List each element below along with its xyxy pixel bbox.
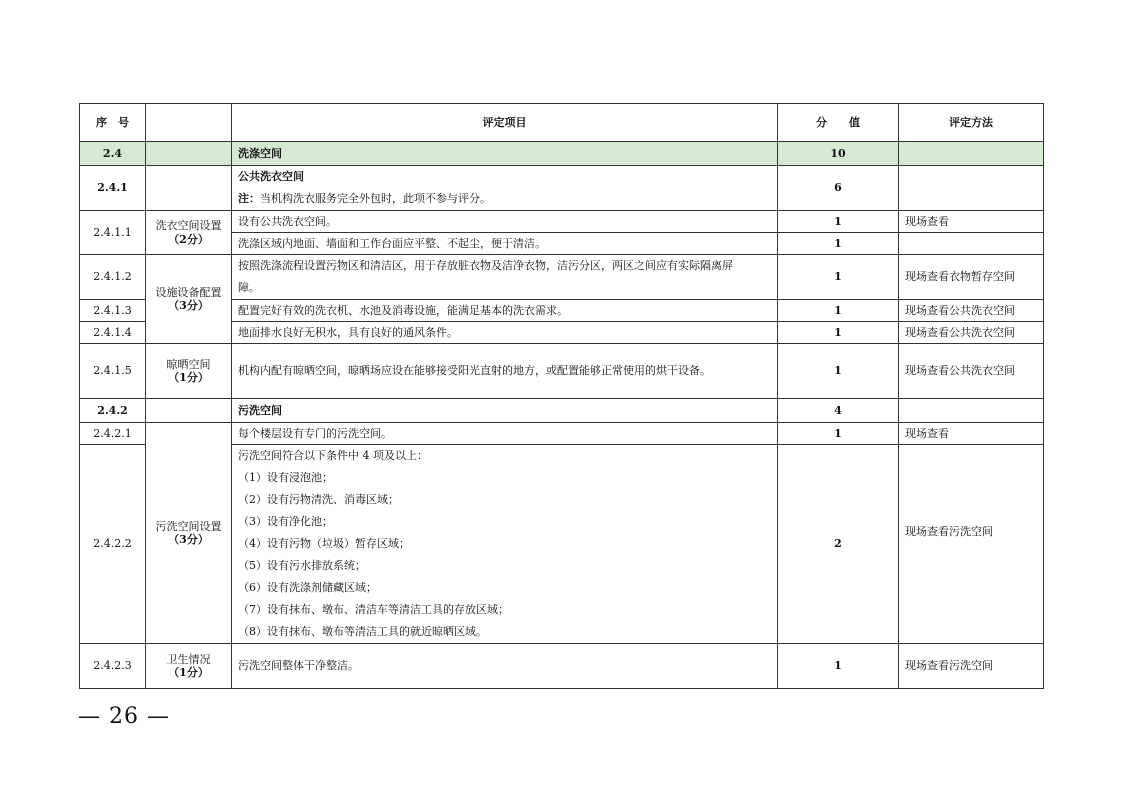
category-cell — [146, 644, 232, 689]
condition-item: （3）设有净化池； — [238, 515, 333, 528]
condition-item: （8）设有抹布、墩布等清洁工具的就近晾晒区域。 — [238, 625, 487, 638]
header-method: 评定方法 — [899, 104, 1044, 142]
section-row-2-4-1 — [80, 166, 1044, 211]
row-item — [232, 255, 778, 300]
section-category — [146, 166, 232, 211]
note-label: 注： — [238, 192, 260, 205]
row-seq: 2.4.1.1 — [80, 211, 146, 255]
row-score: 1 — [778, 344, 899, 399]
condition-item: （5）设有污水排放系统； — [238, 559, 366, 572]
section-row-2-4 — [80, 142, 1044, 166]
row-item: 设有公共洗衣空间。 — [232, 211, 778, 233]
evaluation-table — [79, 103, 1044, 689]
table-row — [80, 644, 1044, 689]
section-method — [899, 142, 1044, 166]
section-method — [899, 166, 1044, 211]
header-category — [146, 104, 232, 142]
row-score: 1 — [778, 322, 899, 344]
row-item: 每个楼层设有专门的污洗空间。 — [232, 423, 778, 445]
table-header-row — [80, 104, 1044, 142]
condition-item: （2）设有污物清洗、消毒区域； — [238, 493, 399, 506]
row-item: 配置完好有效的洗衣机、水池及消毒设施，能满足基本的洗衣需求。 — [232, 300, 778, 322]
header-score: 分 值 — [778, 104, 899, 142]
row-seq: 2.4.1.2 — [80, 255, 146, 300]
section-title: 公共洗衣空间 — [238, 170, 304, 183]
category-points: （3分） — [168, 533, 209, 546]
conditions-intro: 污洗空间符合以下条件中 4 项及以上： — [238, 449, 428, 462]
row-seq: 2.4.2.1 — [80, 423, 146, 445]
condition-item: （4）设有污物（垃圾）暂存区域； — [238, 537, 410, 550]
section-title-cell — [232, 166, 778, 211]
header-seq: 序 号 — [80, 104, 146, 142]
row-score: 1 — [778, 211, 899, 233]
category-points: （3分） — [168, 299, 209, 312]
section-method — [899, 399, 1044, 423]
section-category — [146, 399, 232, 423]
row-item: 污洗空间整体干净整洁。 — [232, 644, 778, 689]
row-method: 现场查看公共洗衣空间 — [899, 322, 1044, 344]
row-seq: 2.4.1.4 — [80, 322, 146, 344]
category-points: （1分） — [168, 666, 209, 679]
section-row-2-4-2 — [80, 399, 1044, 423]
condition-item: （1）设有浸泡池； — [238, 471, 333, 484]
row-item: 地面排水良好无积水，具有良好的通风条件。 — [232, 322, 778, 344]
row-score: 1 — [778, 255, 899, 300]
row-seq: 2.4.2.2 — [80, 445, 146, 644]
row-method: 现场查看衣物暂存空间 — [899, 255, 1044, 300]
section-score: 6 — [778, 166, 899, 211]
section-note — [238, 188, 771, 210]
section-category — [146, 142, 232, 166]
table-row — [80, 211, 1044, 233]
header-item: 评定项目 — [232, 104, 778, 142]
category-cell — [146, 211, 232, 255]
row-item: 机构内配有晾晒空间，晾晒场应设在能够接受阳光直射的地方，或配置能够正常使用的烘干设备。 — [232, 344, 778, 399]
category-cell — [146, 344, 232, 399]
row-item: 洗涤区域内地面、墙面和工作台面应平整、不起尘，便于清洁。 — [232, 233, 778, 255]
table-row — [80, 255, 1044, 300]
row-score: 2 — [778, 445, 899, 644]
row-method: 现场查看污洗空间 — [899, 445, 1044, 644]
row-item-line: 障。 — [238, 281, 260, 294]
row-method — [899, 233, 1044, 255]
category-cell — [146, 255, 232, 344]
row-method: 现场查看污洗空间 — [899, 644, 1044, 689]
row-score: 1 — [778, 423, 899, 445]
row-seq: 2.4.1.3 — [80, 300, 146, 322]
row-method: 现场查看公共洗衣空间 — [899, 344, 1044, 399]
section-score: 10 — [778, 142, 899, 166]
category-name: 设施设备配置 — [155, 285, 222, 299]
table-row — [80, 344, 1044, 399]
section-seq: 2.4.1 — [80, 166, 146, 211]
row-method: 现场查看 — [899, 211, 1044, 233]
note-text: 当机构洗衣服务完全外包时，此项不参与评分。 — [260, 192, 491, 205]
section-title: 洗涤空间 — [232, 142, 778, 166]
section-score: 4 — [778, 399, 899, 423]
section-seq: 2.4.2 — [80, 399, 146, 423]
row-score: 1 — [778, 233, 899, 255]
category-points: （1分） — [168, 371, 209, 384]
category-name: 污洗空间设置 — [155, 519, 222, 533]
category-points: （2分） — [168, 232, 209, 246]
section-seq: 2.4 — [80, 142, 146, 166]
row-score: 1 — [778, 644, 899, 689]
category-cell — [146, 423, 232, 644]
category-name: 洗衣空间设置 — [155, 219, 222, 233]
section-title: 污洗空间 — [232, 399, 778, 423]
condition-item: （7）设有抹布、墩布、清洁车等清洁工具的存放区域； — [238, 603, 509, 616]
category-name: 卫生情况 — [166, 652, 211, 666]
row-item — [232, 445, 778, 644]
row-score: 1 — [778, 300, 899, 322]
row-method: 现场查看公共洗衣空间 — [899, 300, 1044, 322]
row-seq: 2.4.1.5 — [80, 344, 146, 399]
table-row — [80, 423, 1044, 445]
condition-item: （6）设有洗涤剂储藏区域； — [238, 581, 377, 594]
row-seq: 2.4.2.3 — [80, 644, 146, 689]
row-item-line: 按照洗涤流程设置污物区和清洁区，用于存放脏衣物及洁净衣物，洁污分区，两区之间应有实际隔离屏 — [238, 259, 733, 272]
category-name: 晾晒空间 — [166, 357, 211, 371]
row-method: 现场查看 — [899, 423, 1044, 445]
page-number: — 26 — — [78, 704, 170, 729]
